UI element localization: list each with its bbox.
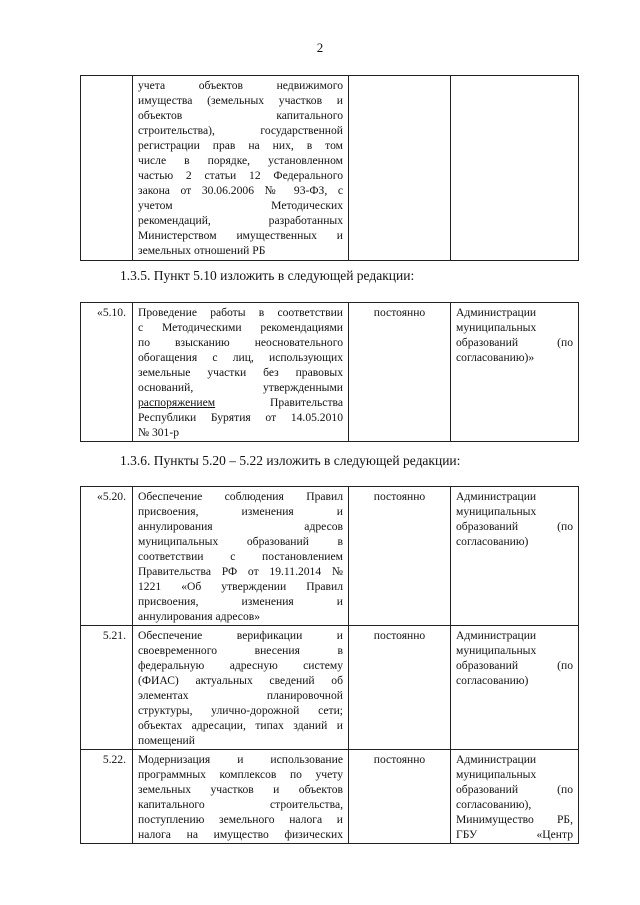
row-number-cell: 5.22.	[81, 750, 133, 844]
measure-text-cell	[133, 303, 349, 442]
text-line: земельных участков и объектов	[138, 783, 343, 796]
row-number-cell: 5.21.	[81, 626, 133, 750]
section-heading-1-3-6: 1.3.6. Пункты 5.20 – 5.22 изложить в следующей редакции:	[120, 453, 461, 468]
text-line: Проведение работы в соответствии	[138, 306, 343, 319]
text-line: с Методическими рекомендациями	[138, 321, 343, 334]
text-line: образований (по	[456, 659, 573, 672]
text-line: учетом Методических	[138, 199, 343, 212]
measure-text-cell	[133, 626, 349, 750]
period-cell: постоянно	[349, 750, 451, 844]
responsible-cell	[451, 487, 579, 626]
text-line: муниципальных	[456, 321, 537, 334]
text-line: Администрации	[456, 490, 537, 503]
text-line: муниципальных	[456, 644, 537, 657]
text-line: имущества (земельных участков и	[138, 94, 343, 107]
text-line: элементах планировочной	[138, 689, 343, 702]
table-row	[81, 750, 579, 844]
text-line: образований (по	[456, 336, 573, 349]
text-line: согласованию)	[456, 674, 529, 687]
text-line: Модернизация и использование	[138, 753, 343, 766]
measure-text-cell	[133, 487, 349, 626]
text-line: учета объектов недвижимого	[138, 79, 343, 92]
text-line: объектах адресации, типах зданий и	[138, 719, 343, 732]
measure-text-cell	[133, 76, 349, 261]
text-line: земельные участки без правовых	[138, 366, 343, 379]
text-line: Обеспечение соблюдения Правил	[138, 490, 343, 503]
period-cell	[349, 76, 451, 261]
row-number-cell: «5.10.	[81, 303, 133, 442]
text-line: согласованию)	[456, 535, 529, 548]
text-line: аннулирования адресов	[138, 520, 343, 533]
text-line: образований (по	[456, 520, 573, 533]
text-line: федеральную адресную систему	[138, 659, 343, 672]
text-line: объектов капитального	[138, 109, 343, 122]
text-line: 1221 «Об утверждении Правил	[138, 580, 343, 593]
text-line: согласованию)»	[456, 351, 535, 364]
table-row	[81, 303, 579, 442]
text-line: программных комплексов по учету	[138, 768, 343, 781]
text-line: присвоения, изменения и	[138, 505, 343, 518]
text-line: Республики Бурятия от 14.05.2010	[138, 411, 343, 424]
text-line: структуры, улично-дорожной сети;	[138, 704, 343, 717]
responsible-cell	[451, 76, 579, 261]
text-line: муниципальных	[456, 505, 537, 518]
text-line	[138, 395, 343, 410]
text-line: оснований, утвержденными	[138, 381, 343, 394]
text-line: земельных отношений РБ	[138, 244, 266, 257]
table-row	[81, 487, 579, 626]
text-line: № 301-р	[138, 426, 180, 439]
text-line: ГБУ «Центр	[456, 828, 573, 841]
text-line: муниципальных образований в	[138, 535, 343, 548]
period-cell: постоянно	[349, 626, 451, 750]
text-line: присвоения, изменения и	[138, 595, 343, 608]
table-row	[81, 76, 579, 261]
text-line: закона от 30.06.2006 № 93-ФЗ, с	[138, 184, 343, 197]
text-line: аннулирования адресов»	[138, 610, 261, 623]
text-line: Министерством имущественных и	[138, 229, 343, 242]
text-line: Администрации	[456, 629, 537, 642]
page-number: 2	[316, 40, 324, 55]
text-line: частью 2 статьи 12 Федерального	[138, 169, 343, 182]
text-line: (ФИАС) актуальных сведений об	[138, 674, 343, 687]
table-items-5-20-5-22	[80, 486, 579, 844]
text-line: числе в порядке, установленном	[138, 154, 343, 167]
text-line: согласованию),	[456, 798, 532, 811]
text-line: обогащения с лиц, использующих	[138, 351, 343, 364]
table-continuation	[80, 75, 579, 261]
table-row	[81, 626, 579, 750]
responsible-cell	[451, 303, 579, 442]
text-line: Правительства РФ от 19.11.2014 №	[138, 565, 343, 578]
responsible-cell	[451, 750, 579, 844]
period-cell: постоянно	[349, 303, 451, 442]
text-line: образований (по	[456, 783, 573, 796]
underlined-word: распоряжением	[138, 396, 216, 409]
text-line: поступлению земельного налога и	[138, 813, 343, 826]
period-cell: постоянно	[349, 487, 451, 626]
text-fragment: Правительства	[270, 396, 343, 409]
text-line: налога на имущество физических	[138, 828, 343, 841]
text-line: строительства), государственной	[138, 124, 343, 137]
row-number-cell: «5.20.	[81, 487, 133, 626]
section-heading-1-3-5: 1.3.5. Пункт 5.10 изложить в следующей редакции:	[120, 268, 415, 283]
row-number-cell	[81, 76, 133, 261]
measure-text-cell	[133, 750, 349, 844]
text-line: своевременного внесения в	[138, 644, 343, 657]
text-line: Минимущество РБ,	[456, 813, 573, 826]
text-line: по взысканию неосновательного	[138, 336, 343, 349]
table-item-5-10	[80, 302, 579, 442]
text-line: соответствии с постановлением	[138, 550, 343, 563]
text-line: помещений	[138, 734, 195, 747]
text-line: регистрации прав на них, в том	[138, 139, 343, 152]
text-line: муниципальных	[456, 768, 537, 781]
responsible-cell	[451, 626, 579, 750]
text-line: Обеспечение верификации и	[138, 629, 343, 642]
text-line: Администрации	[456, 753, 537, 766]
text-line: Администрации	[456, 306, 537, 319]
text-line: капитального строительства,	[138, 798, 343, 811]
text-line: рекомендаций, разработанных	[138, 214, 343, 227]
